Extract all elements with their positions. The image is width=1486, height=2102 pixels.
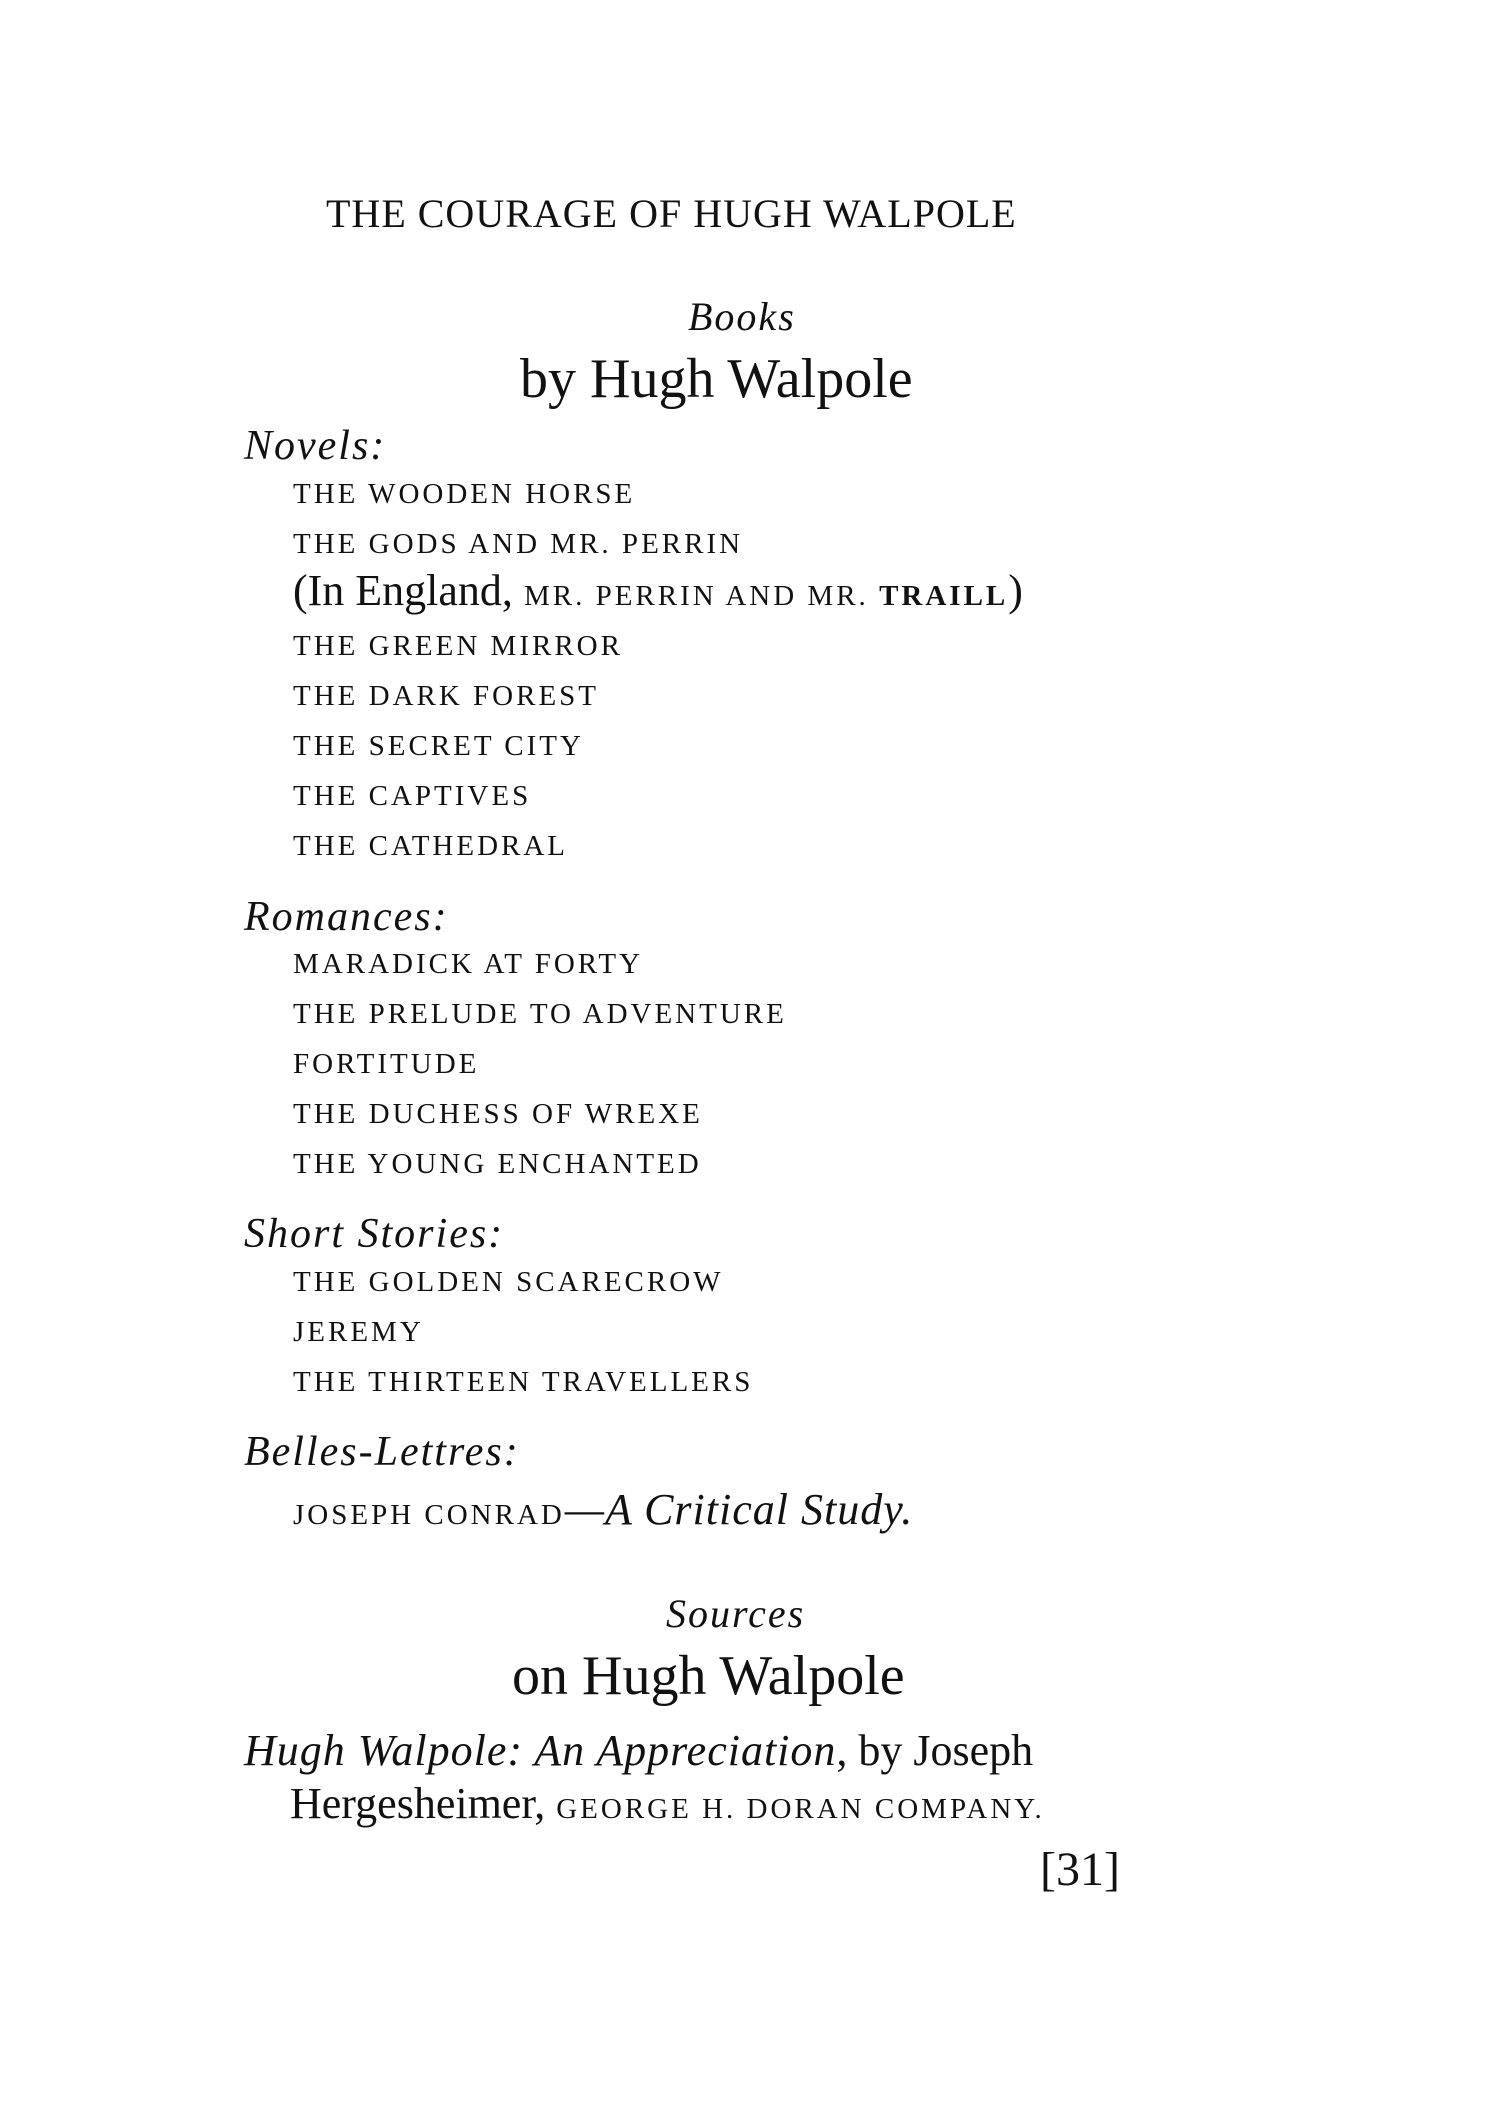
list-item: THE YOUNG ENCHANTED <box>293 1148 702 1180</box>
category-romances: Romances: <box>244 894 449 940</box>
entry-dash: — <box>564 1485 605 1534</box>
note-title: MR. PERRIN AND MR. <box>523 580 880 612</box>
list-item: THE DUCHESS OF WREXE <box>293 1098 703 1130</box>
list-item: MARADICK AT FORTY <box>293 948 644 980</box>
page-number: [31] <box>1040 1843 1120 1896</box>
list-item: THE GOLDEN SCARECROW <box>293 1266 724 1298</box>
list-item: FORTITUDE <box>293 1048 480 1080</box>
running-head: THE COURAGE OF HUGH WALPOLE <box>326 191 1017 236</box>
list-item: THE SECRET CITY <box>293 730 584 762</box>
list-item: THE DARK FOREST <box>293 680 600 712</box>
source-author: Hergesheimer, <box>290 1779 557 1828</box>
list-item: JEREMY <box>293 1316 424 1348</box>
list-item: THE PRELUDE TO ADVENTURE <box>293 998 787 1030</box>
list-item: THE WOODEN HORSE <box>293 478 636 510</box>
source-publisher: GEORGE H. DORAN COMPANY. <box>556 1793 1045 1825</box>
note-close: ) <box>1008 566 1023 615</box>
list-item: THE CATHEDRAL <box>293 830 569 862</box>
category-short-stories: Short Stories: <box>244 1211 505 1257</box>
list-item: THE CAPTIVES <box>293 780 532 812</box>
list-item: THE GREEN MIRROR <box>293 630 623 662</box>
source-title: Hugh Walpole: An Appreciation <box>244 1726 837 1775</box>
category-novels: Novels: <box>244 423 387 469</box>
note-open: (In England, <box>293 566 524 615</box>
books-kicker: Books <box>688 294 796 339</box>
source-entry-line-2 <box>290 1778 1045 1829</box>
list-item: THE THIRTEEN TRAVELLERS <box>293 1366 754 1398</box>
england-title-note <box>293 565 1023 616</box>
note-title-bold: TRAILL <box>879 580 1009 612</box>
entry-title: JOSEPH CONRAD <box>293 1499 565 1531</box>
sources-title: on Hugh Walpole <box>512 1645 905 1707</box>
sources-kicker: Sources <box>666 1591 806 1636</box>
source-by: , by Joseph <box>836 1726 1034 1775</box>
source-entry-line-1 <box>244 1725 1033 1776</box>
list-item: THE GODS AND MR. PERRIN <box>293 528 744 560</box>
belles-lettres-entry <box>293 1484 913 1535</box>
books-title: by Hugh Walpole <box>520 348 913 410</box>
category-belles-lettres: Belles-Lettres: <box>244 1429 520 1475</box>
entry-subtitle: A Critical Study. <box>604 1485 914 1534</box>
